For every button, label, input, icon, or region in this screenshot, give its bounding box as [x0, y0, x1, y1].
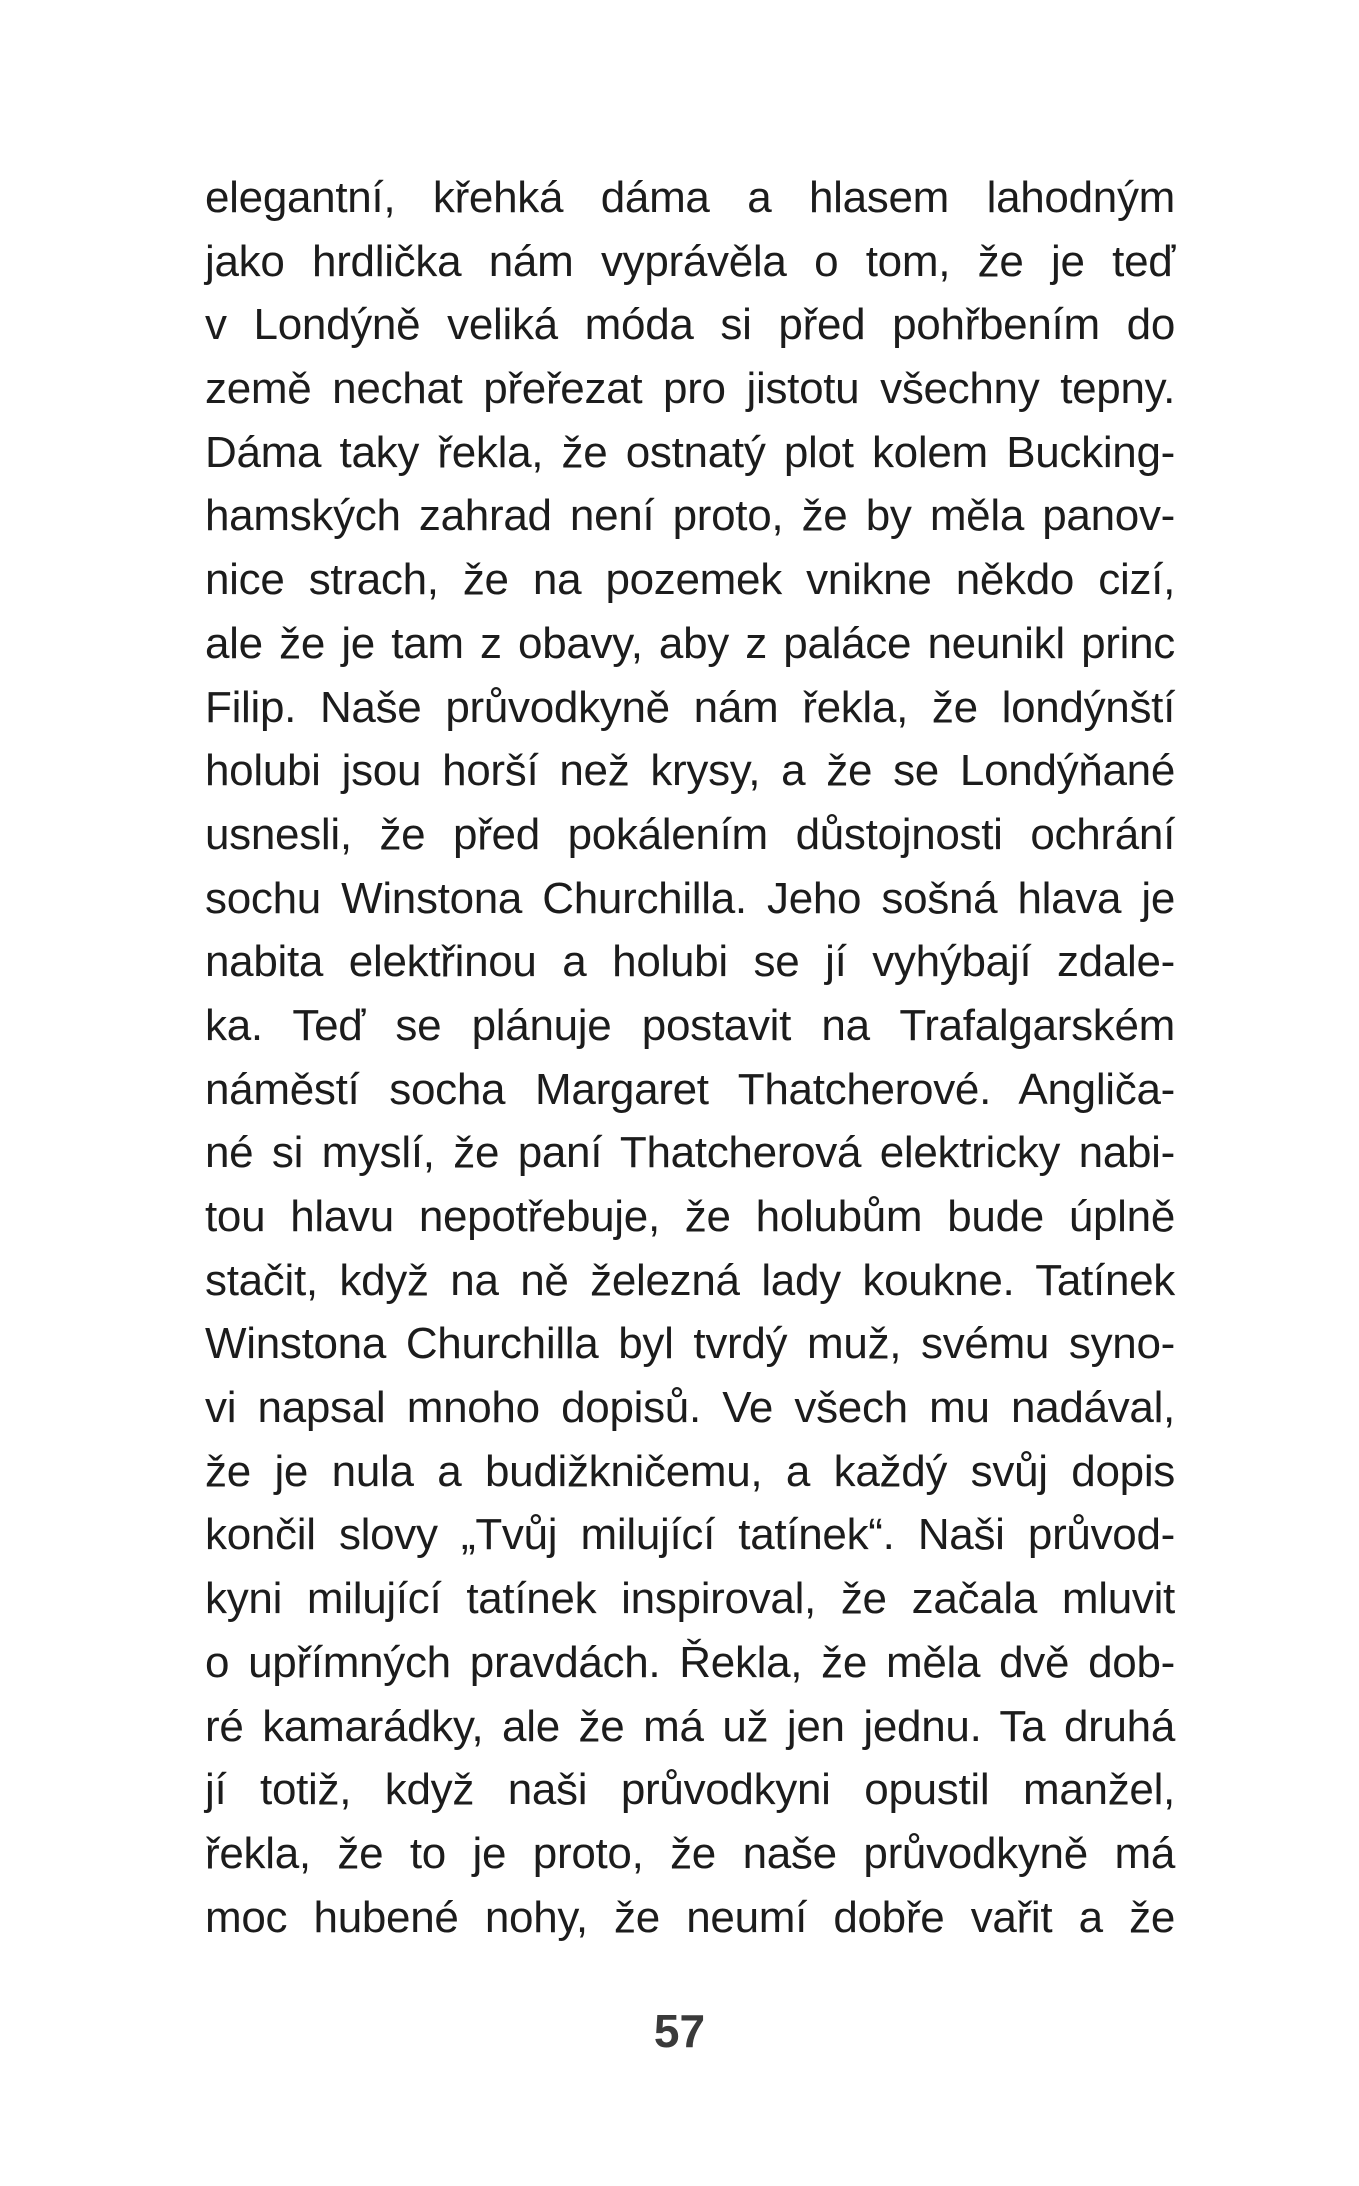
text-line: že je nula a budižkničemu, a každý svůj dopis — [205, 1446, 1175, 1496]
page-number: 57 — [653, 2005, 706, 2057]
text-line: ka. Teď se plánuje postavit na Trafalgarském — [205, 1000, 1175, 1050]
text-line: jako hrdlička nám vyprávěla o tom, že je teď — [205, 236, 1175, 286]
text-line: holubi jsou horší než krysy, a že se Londýňané — [205, 746, 1175, 796]
text-line: stačit, když na ně železná lady koukne. Tatínek — [205, 1255, 1175, 1305]
text-line: Winstona Churchilla byl tvrdý muž, svému syno- — [205, 1319, 1175, 1369]
text-line: elegantní, křehká dáma a hlasem lahodným — [205, 173, 1175, 222]
text-line: ale že je tam z obavy, aby z paláce neunikl princ — [205, 618, 1175, 668]
text-line: usnesli, že před pokálením důstojnosti ochrání — [205, 809, 1175, 859]
text-line: ré kamarádky, ale že má už jen jednu. Ta druhá — [205, 1701, 1175, 1751]
text-line: Dáma taky řekla, že ostnatý plot kolem Bucking- — [205, 427, 1175, 477]
text-line: né si myslí, že paní Thatcherová elektricky nabi- — [205, 1128, 1175, 1178]
text-line: Filip. Naše průvodkyně nám řekla, že londýnští — [205, 682, 1175, 732]
text-line: tou hlavu nepotřebuje, že holubům bude úplně — [205, 1192, 1175, 1241]
text-line: řekla, že to je proto, že naše průvodkyně má — [205, 1828, 1175, 1878]
text-line: jí totiž, když naši průvodkyni opustil manžel, — [205, 1765, 1175, 1815]
text-line: moc hubené nohy, že neumí dobře vařit a že — [205, 1892, 1175, 1942]
text-line: sochu Winstona Churchilla. Jeho sošná hlava je — [205, 873, 1175, 923]
text-line: o upřímných pravdách. Řekla, že měla dvě dob- — [205, 1637, 1175, 1687]
text-line: kyni milující tatínek inspiroval, že začala mluvit — [205, 1574, 1175, 1624]
text-line: končil slovy „Tvůj milující tatínek“. Naši průvod- — [205, 1510, 1175, 1560]
text-line: země nechat přeřezat pro jistotu všechny tepny. — [205, 364, 1175, 414]
text-line: náměstí socha Margaret Thatcherové. Angliča- — [205, 1064, 1175, 1114]
text-line: hamských zahrad není proto, že by měla panov- — [205, 491, 1175, 541]
text-line: vi napsal mnoho dopisů. Ve všech mu nadával, — [205, 1383, 1175, 1433]
text-line: v Londýně veliká móda si před pohřbením do — [205, 300, 1175, 350]
text-line: nabita elektřinou a holubi se jí vyhýbají zdale- — [205, 937, 1175, 987]
text-line: nice strach, že na pozemek vnikne někdo cizí, — [205, 555, 1175, 605]
body-text — [205, 166, 1175, 1949]
